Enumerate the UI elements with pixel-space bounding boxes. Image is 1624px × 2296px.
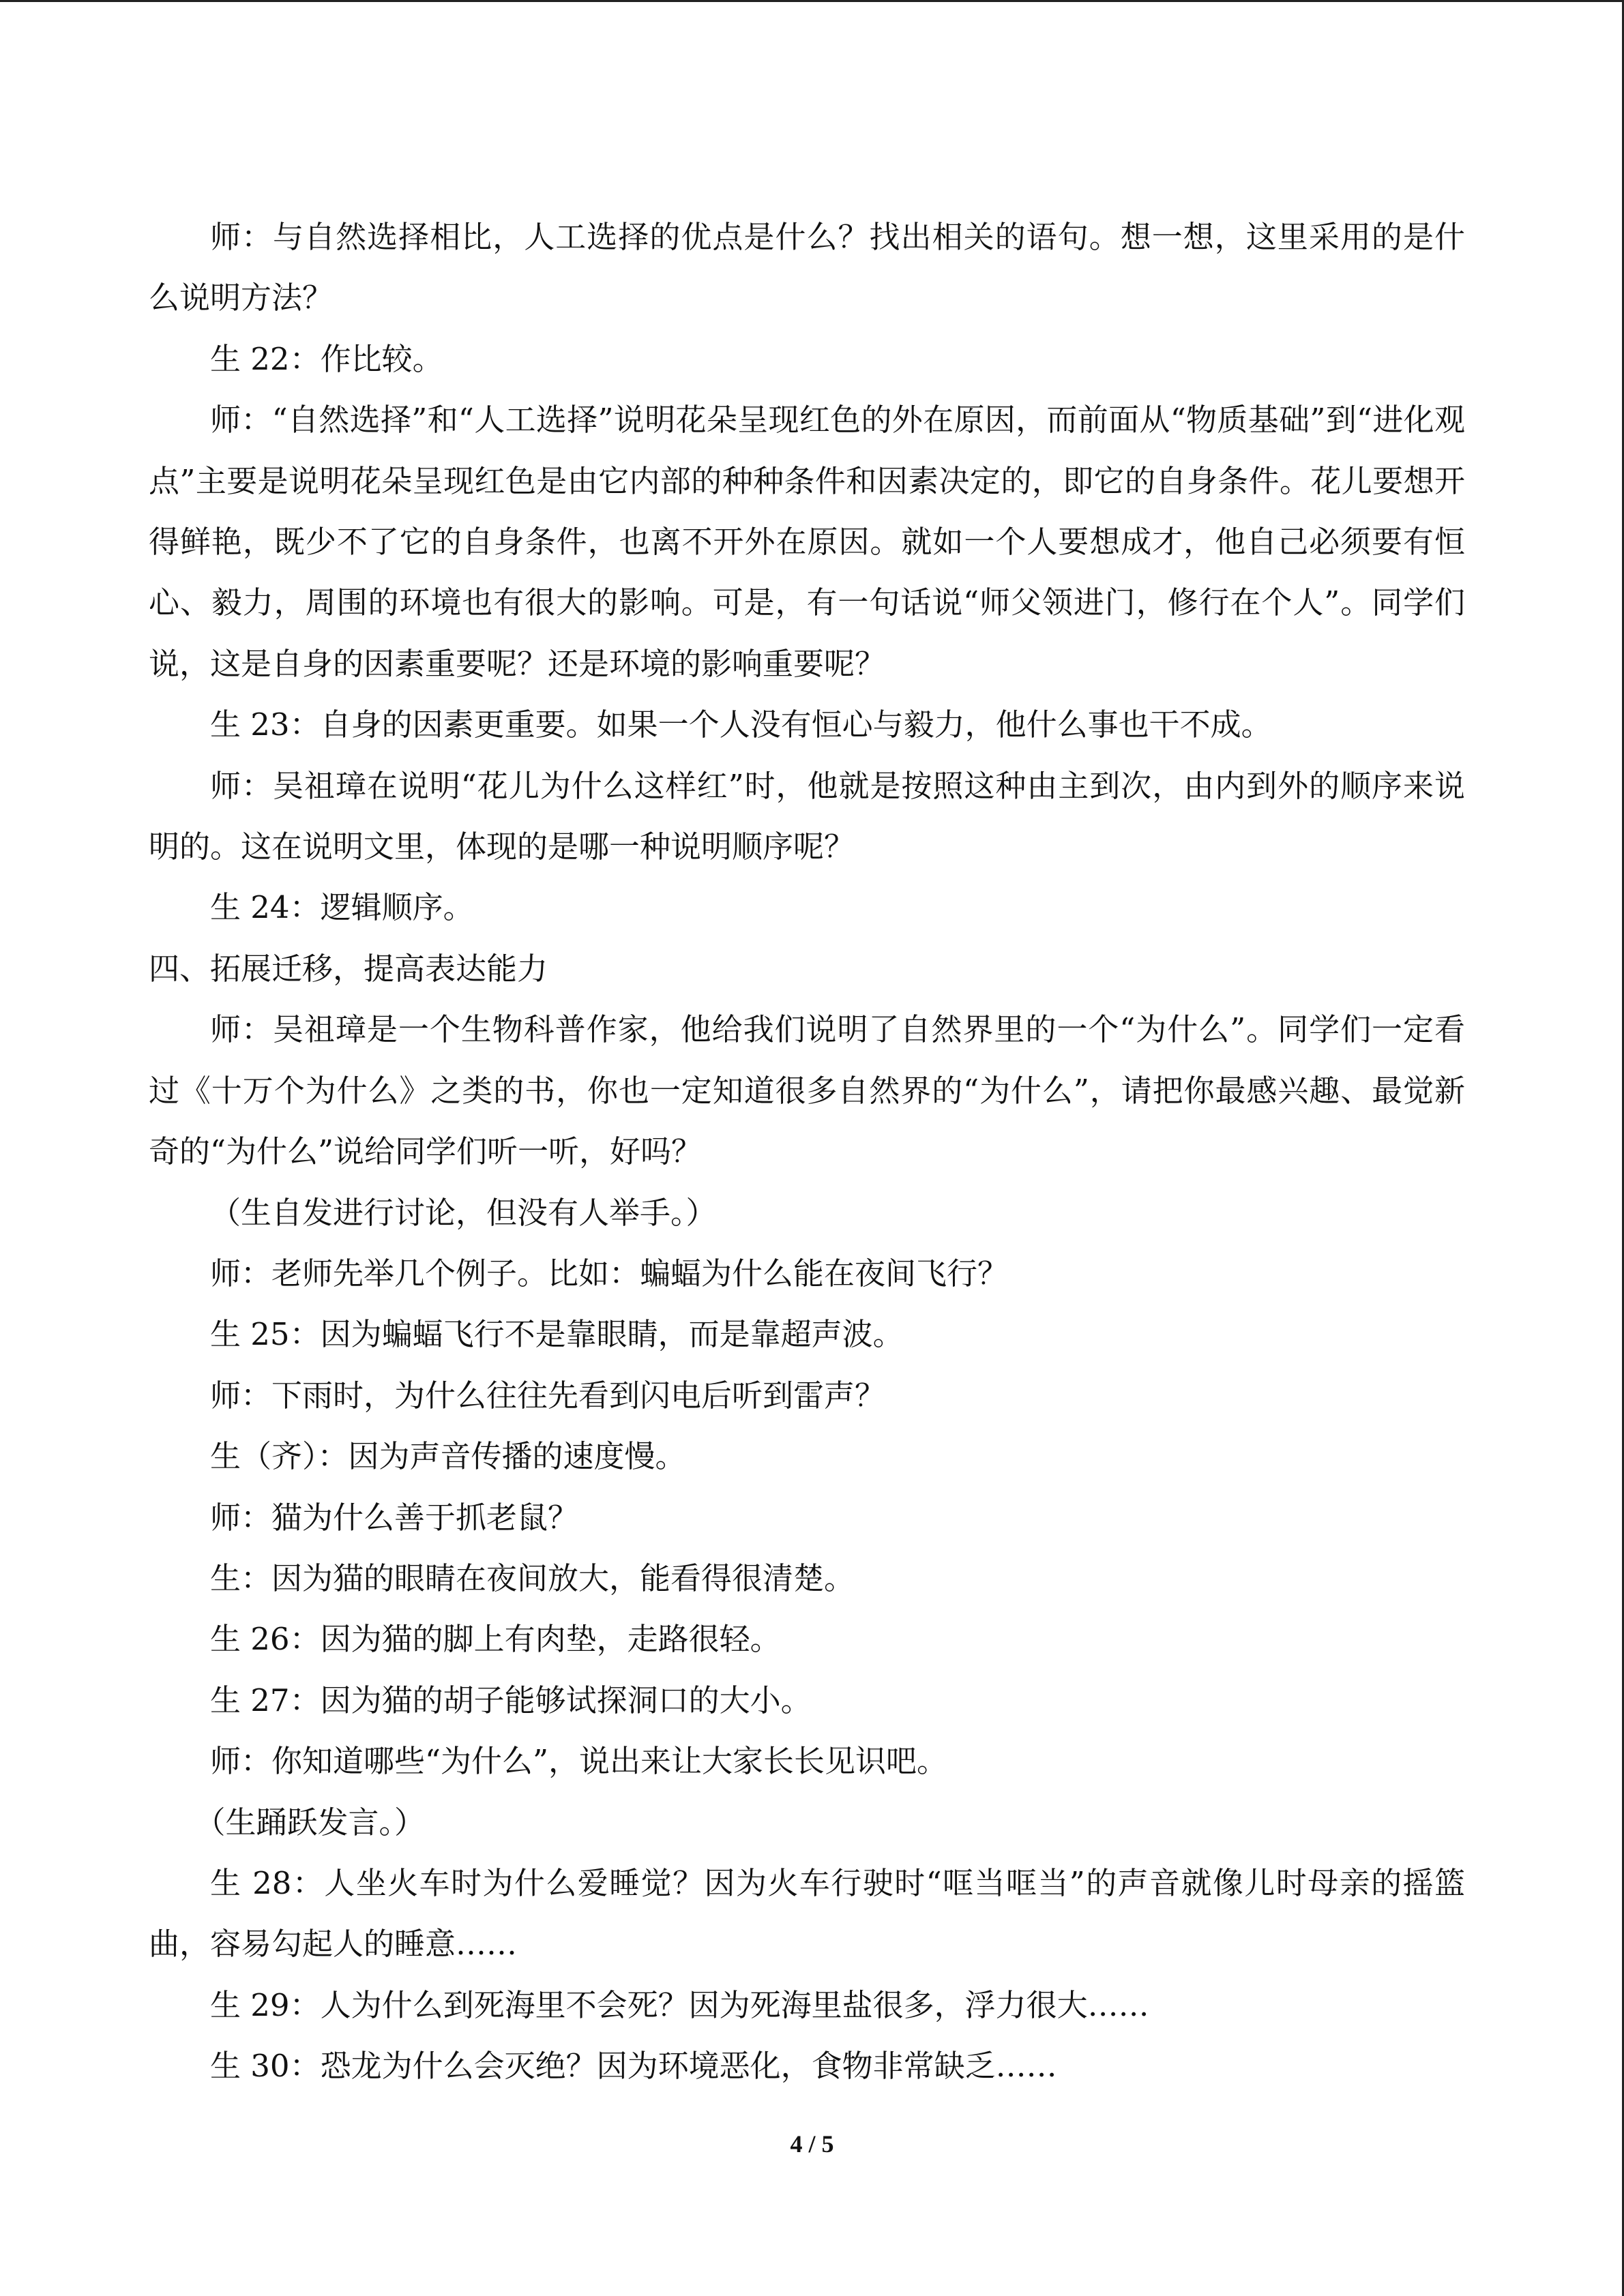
paragraph: 生 25：因为蝙蝠飞行不是靠眼睛，而是靠超声波。 <box>210 1316 904 1353</box>
paragraph: 师：下雨时，为什么往往先看到闪电后听到雷声？ <box>210 1377 886 1414</box>
paragraph: 生 26：因为猫的脚上有肉垫，走路很轻。 <box>210 1621 781 1658</box>
paragraph: 师：吴祖璋是一个生物科普作家，他给我们说明了自然界里的一个“为什么”。同学们一定看过《十万个为什么》之类的书，你也一定知道很多自然界的“为什么”，请把你最感兴趣、最觉新奇的“为什么”说给同学们听一听，好吗？ <box>149 1011 1465 1170</box>
paragraph: 生 30：恐龙为什么会灭绝？因为环境恶化，食物非常缺乏…… <box>210 2048 1057 2085</box>
paragraph: 师：你知道哪些“为什么”，说出来让大家长长见识吧。 <box>210 1743 948 1780</box>
paragraph: 生 22：作比较。 <box>210 340 443 377</box>
paragraph: 师：与自然选择相比，人工选择的优点是什么？找出相关的语句。想一想，这里采用的是什么说明方法？ <box>149 219 1465 316</box>
paragraph: 生 24：逻辑顺序。 <box>210 889 474 926</box>
paragraph: 师：猫为什么善于抓老鼠？ <box>210 1499 579 1536</box>
stage-direction: （生自发进行讨论，但没有人举手。） <box>210 1194 717 1231</box>
section-heading: 四、拓展迁移，提高表达能力 <box>149 950 548 987</box>
paragraph: 师：老师先举几个例子。比如：蝙蝠为什么能在夜间飞行？ <box>210 1255 1009 1292</box>
paragraph: 生 29：人为什么到死海里不会死？因为死海里盐很多，浮力很大…… <box>210 1986 1149 2023</box>
paragraph: 师：“自然选择”和“人工选择”说明花朵呈现红色的外在原因，而前面从“物质基础”到“进化观点”主要是说明花朵呈现红色是由它内部的种种条件和因素决定的，即它的自身条件。花儿要想开得鲜艳，既少不了它的自身条件，也离不开外在原因。就如一个人要想成才，他自己必须要有恒心、毅力，周围的环境也有很大的影响。可是，有一句话说“师父领进门，修行在个人”。同学们说，这是自身的因素重要呢？还是环境的影响重要呢？ <box>149 402 1465 682</box>
paragraph: 生 28：人坐火车时为什么爱睡觉？因为火车行驶时“哐当哐当”的声音就像儿时母亲的摇篮曲，容易勾起人的睡意…… <box>149 1864 1465 1963</box>
paragraph: 生：因为猫的眼睛在夜间放大，能看得很清楚。 <box>210 1560 855 1596</box>
page-number: 4 / 5 <box>790 2130 834 2158</box>
paragraph: 师：吴祖璋在说明“花儿为什么这样红”时，他就是按照这种由主到次，由内到外的顺序来说明的。这在说明文里，体现的是哪一种说明顺序呢？ <box>149 767 1465 865</box>
document-body <box>149 207 1465 2097</box>
paragraph: 生（齐）：因为声音传播的速度慢。 <box>210 1438 686 1475</box>
paragraph: 生 23：自身的因素更重要。如果一个人没有恒心与毅力，他什么事也干不成。 <box>210 706 1272 743</box>
stage-direction: （生踊跃发言。） <box>194 1804 426 1840</box>
paragraph: 生 27：因为猫的胡子能够试探洞口的大小。 <box>210 1682 812 1718</box>
